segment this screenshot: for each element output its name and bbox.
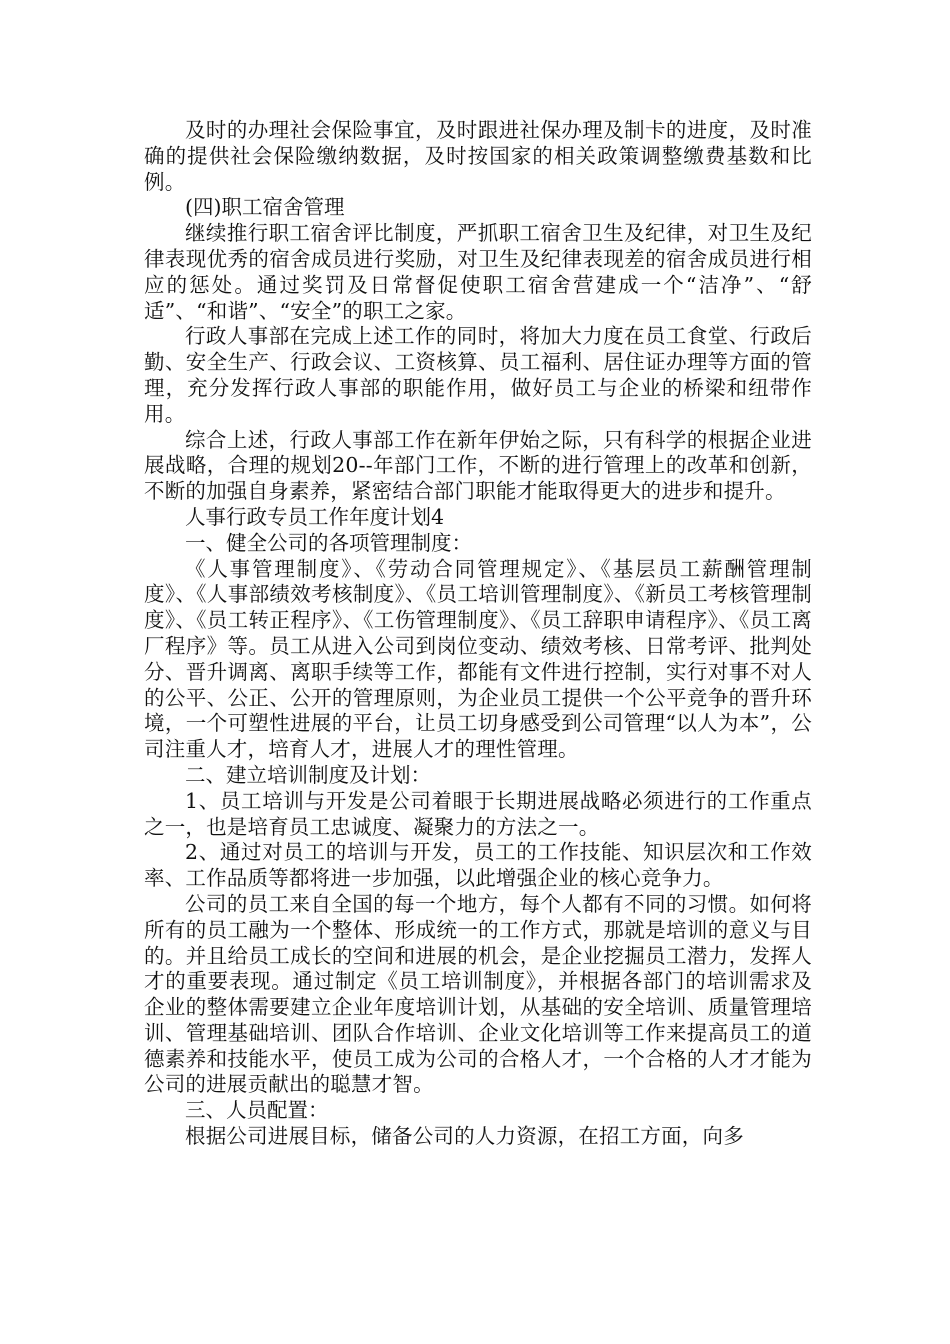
paragraph-admin-hr-duties: 行政人事部在完成上述工作的同时，将加大力度在员工食堂、行政后勤、安全生产、行政会议、工资核算、员工福利、居住证办理等方面的管理，充分发挥行政人事部的职能作用，做好员工与企业的桥梁和纽带作用。 bbox=[144, 324, 812, 426]
paragraph-management-systems: 《人事管理制度》、《劳动合同管理规定》、《基层员工薪酬管理制度》、《人事部绩效考核制度》、《员工培训管理制度》、《新员工考核管理制度》、《员工转正程序》、《工伤管理制度》、《员工辞职申请程序》、《员工离厂程序》等。员工从进入公司到岗位变动、绩效考核、日常考评、批判处分、晋升调离、离职手续等工作，都能有文件进行控制，实行对事不对人的公平、公正、公开的管理原则，为企业员工提供一个公平竞争的晋升环境，一个可塑性进展的平台，让员工切身感受到公司管理“以人为本”，公司注重人才，培育人才，进展人才的理性管理。 bbox=[144, 556, 812, 762]
heading-dormitory-management: (四)职工宿舍管理 bbox=[185, 195, 345, 220]
document-page bbox=[144, 118, 812, 1150]
paragraph-training-point-2: 2、通过对员工的培训与开发，员工的工作技能、知识层次和工作效率、工作品质等都将进一步加强，以此增强企业的核心竞争力。 bbox=[144, 840, 812, 891]
heading-management-systems: 一、健全公司的各项管理制度： bbox=[185, 530, 472, 555]
heading-staffing: 三、人员配置： bbox=[185, 1098, 329, 1123]
paragraph-training-purpose: 公司的员工来自全国的每一个地方，每个人都有不同的习惯。如何将所有的员工融为一个整体、形成统一的工作方式，那就是培训的意义与目的。并且给员工成长的空间和进展的机会，是企业挖掘员工潜力，发挥人才的重要表现。通过制定《员工培训制度》，并根据各部门的培训需求及企业的整体需要建立企业年度培训计划，从基础的安全培训、质量管理培训、管理基础培训、团队合作培训、企业文化培训等工作来提高员工的道德素养和技能水平，使员工成为公司的合格人才，一个合格的人才才能为公司的进展贡献出的聪慧才智。 bbox=[144, 891, 812, 1097]
paragraph-summary: 综合上述，行政人事部工作在新年伊始之际，只有科学的根据企业进展战略，合理的规划20--年部门工作，不断的进行管理上的改革和创新，不断的加强自身素养，紧密结合部门职能才能取得更大的进步和提升。 bbox=[144, 427, 812, 504]
heading-annual-plan-4: 人事行政专员工作年度计划4 bbox=[185, 504, 445, 529]
heading-training-system: 二、建立培训制度及计划： bbox=[185, 762, 431, 787]
paragraph-staffing: 根据公司进展目标，储备公司的人力资源，在招工方面，向多 bbox=[185, 1124, 744, 1149]
paragraph-social-insurance: 及时的办理社会保险事宜，及时跟进社保办理及制卡的进度，及时准确的提供社会保险缴纳数据，及时按国家的相关政策调整缴费基数和比例。 bbox=[144, 118, 812, 194]
paragraph-training-point-1: 1、员工培训与开发是公司着眼于长期进展战略必须进行的工作重点之一，也是培育员工忠诚度、凝聚力的方法之一。 bbox=[144, 788, 812, 839]
paragraph-dormitory-rules: 继续推行职工宿舍评比制度，严抓职工宿舍卫生及纪律，对卫生及纪律表现优秀的宿舍成员进行奖励，对卫生及纪律表现差的宿舍成员进行相应的惩处。通过奖罚及日常督促使职工宿舍营建成一个“洁净”、“舒适”、“和谐”、“安全”的职工之家。 bbox=[144, 221, 812, 323]
